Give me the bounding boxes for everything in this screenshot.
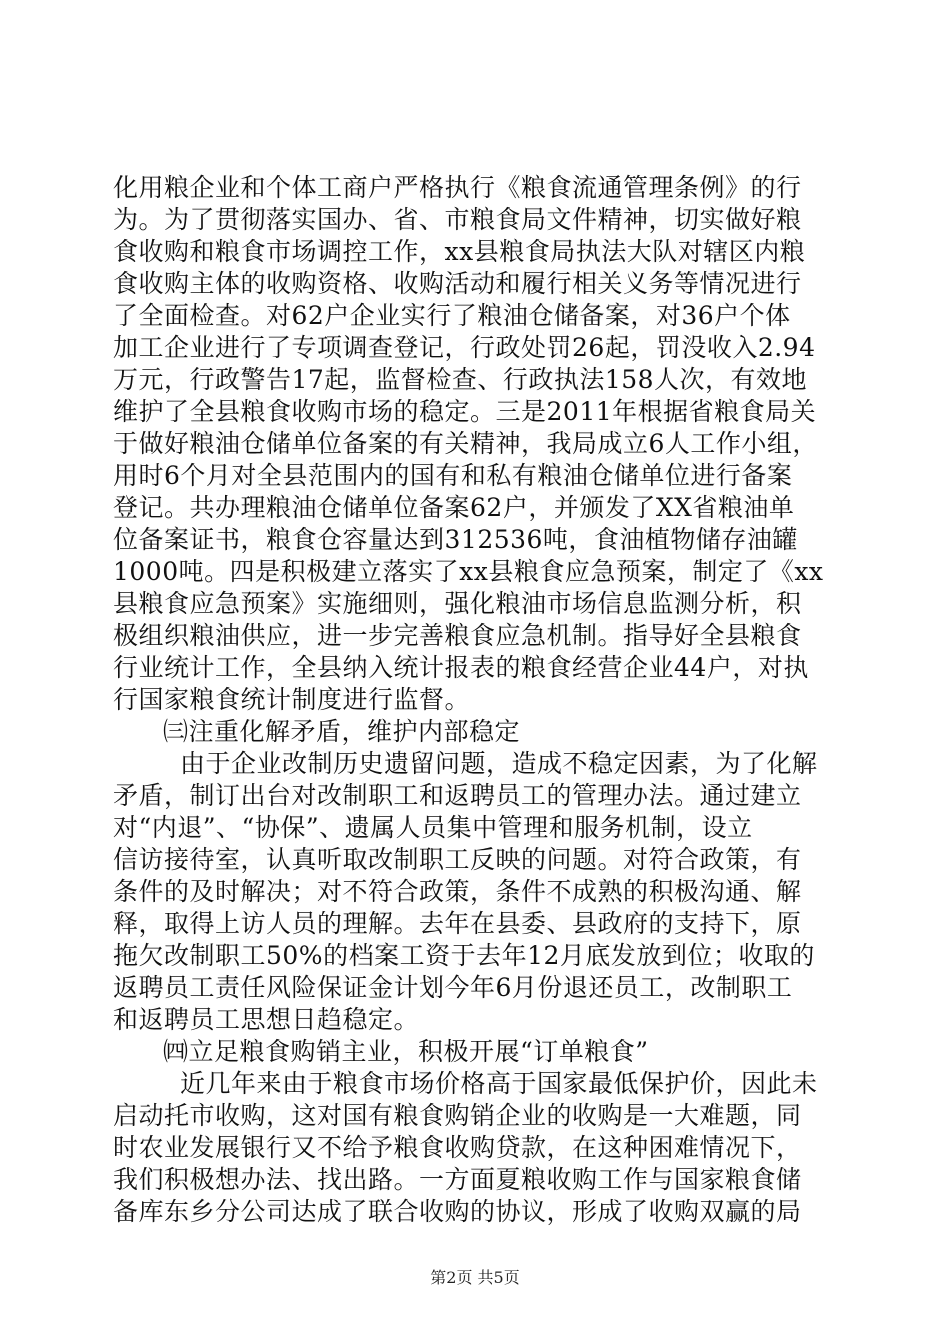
paragraph-line: 维护了全县粮食收购市场的稳定。三是2011年根据省粮食局关	[113, 397, 817, 426]
paragraph-line: 为。为了贯彻落实国办、省、市粮食局文件精神，切实做好粮	[113, 205, 802, 234]
paragraph-line: 于做好粮油仓储单位备案的有关精神，我局成立6人工作小组，	[113, 429, 818, 458]
paragraph-line: 释，取得上访人员的理解。去年在县委、县政府的支持下，原	[113, 909, 802, 938]
paragraph-line: 加工企业进行了专项调查登记，行政处罚26起，罚没收入2.94	[113, 333, 816, 362]
page-number-footer: 第2页 共5页	[430, 1268, 520, 1287]
paragraph-line: 信访接待室，认真听取改制职工反映的问题。对符合政策，有	[113, 845, 802, 874]
paragraph-line: 了全面检查。对62户企业实行了粮油仓储备案，对36户个体	[113, 301, 791, 330]
paragraph-line: 条件的及时解决；对不符合政策，条件不成熟的积极沟通、解	[113, 877, 802, 906]
paragraph-line: 万元，行政警告17起，监督检查、行政执法158人次，有效地	[113, 365, 808, 394]
paragraph-line: 县粮食应急预案》实施细则，强化粮油市场信息监测分析，积	[113, 589, 802, 618]
section-heading: ㈢注重化解矛盾，维护内部稳定	[163, 717, 521, 746]
paragraph-line: 矛盾，制订出台对改制职工和返聘员工的管理办法。通过建立	[113, 781, 802, 810]
paragraph-line: 食收购主体的收购资格、收购活动和履行相关义务等情况进行	[113, 269, 802, 298]
section-heading: ㈣立足粮食购销主业，积极开展“订单粮食”	[163, 1037, 649, 1066]
paragraph-first-line: 近几年来由于粮食市场价格高于国家最低保护价，因此未	[180, 1069, 818, 1098]
paragraph-line: 位备案证书，粮食仓容量达到312536吨，食油植物储存油罐	[113, 525, 798, 554]
paragraph-line: 1000吨。四是积极建立落实了xx县粮食应急预案，制定了《xx	[113, 557, 824, 586]
paragraph-line: 对“内退”、“协保”、遗属人员集中管理和服务机制，设立	[113, 813, 753, 842]
paragraph-line: 化用粮企业和个体工商户严格执行《粮食流通管理条例》的行	[113, 173, 802, 202]
paragraph-line: 返聘员工责任风险保证金计划今年6月份退还员工，改制职工	[113, 973, 793, 1002]
paragraph-line: 和返聘员工思想日趋稳定。	[113, 1005, 420, 1034]
paragraph-line: 登记。共办理粮油仓储单位备案62户，并颁发了XX省粮油单	[113, 493, 795, 522]
paragraph-line: 行业统计工作，全县纳入统计报表的粮食经营企业44户，对执	[113, 653, 809, 682]
paragraph-line: 用时6个月对全县范围内的国有和私有粮油仓储单位进行备案	[113, 461, 793, 490]
paragraph-line: 极组织粮油供应，进一步完善粮食应急机制。指导好全县粮食	[113, 621, 802, 650]
paragraph-line: 时农业发展银行又不给予粮食收购贷款，在这种困难情况下，	[113, 1133, 802, 1162]
paragraph-line: 食收购和粮食市场调控工作，xx县粮食局执法大队对辖区内粮	[113, 237, 806, 266]
paragraph-line: 我们积极想办法、找出路。一方面夏粮收购工作与国家粮食储	[113, 1165, 802, 1194]
paragraph-line: 备库东乡分公司达成了联合收购的协议，形成了收购双赢的局	[113, 1197, 802, 1226]
paragraph-line: 行国家粮食统计制度进行监督。	[113, 685, 471, 714]
paragraph-first-line: 由于企业改制历史遗留问题，造成不稳定因素，为了化解	[180, 749, 818, 778]
paragraph-line: 拖欠改制职工50%的档案工资于去年12月底发放到位；收取的	[113, 941, 815, 970]
paragraph-line: 启动托市收购，这对国有粮食购销企业的收购是一大难题，同	[113, 1101, 802, 1130]
